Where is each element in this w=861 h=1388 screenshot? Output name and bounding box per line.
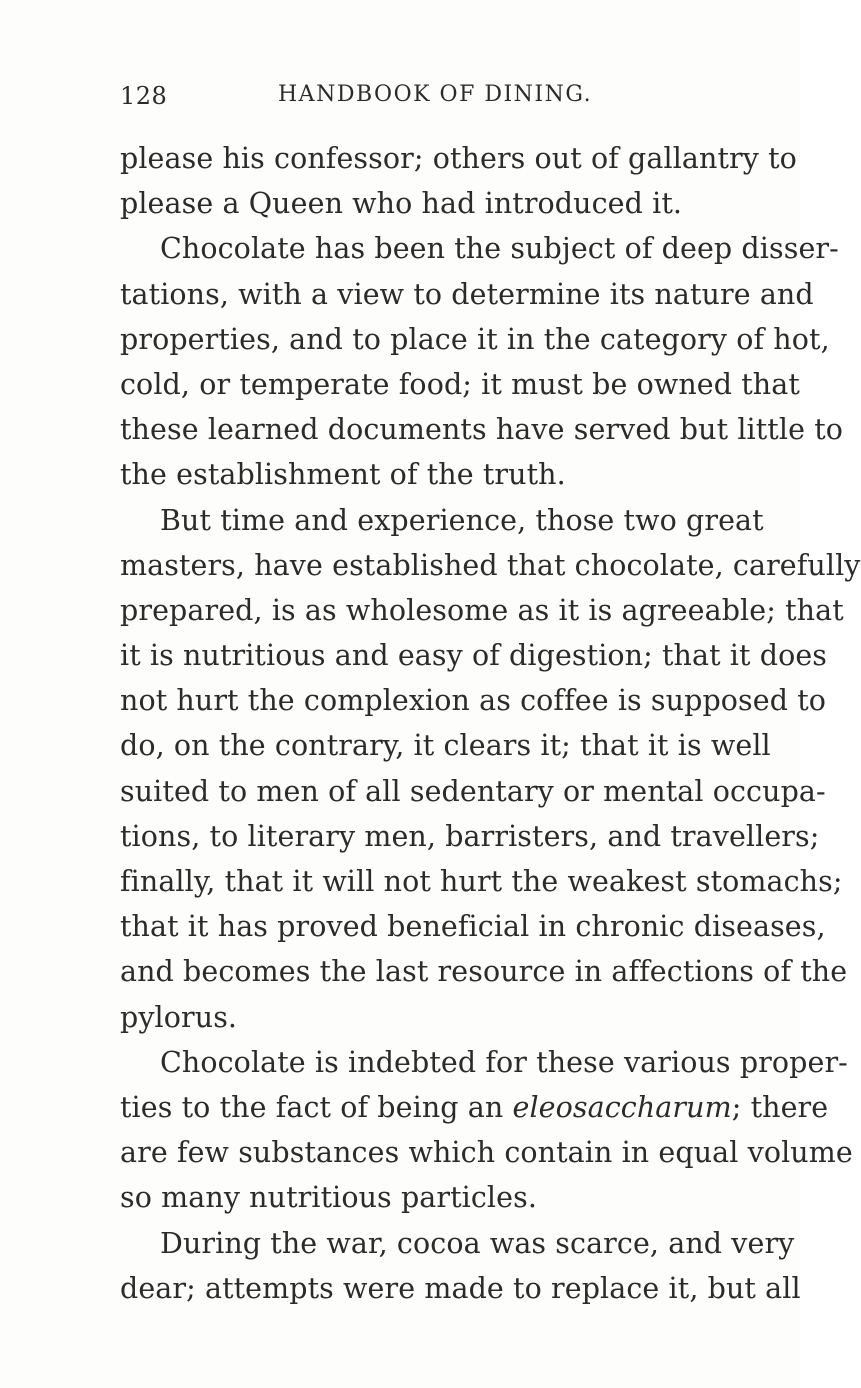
text-line: please his confessor; others out of gallantry to — [120, 142, 797, 175]
paragraph-start-line: Chocolate is indebted for these various proper- — [160, 1045, 848, 1079]
text-line: the establishment of the truth. — [120, 458, 566, 492]
paragraph-start-line: But time and experience, those two great — [160, 503, 764, 537]
running-title: HANDBOOK OF DINING. — [278, 82, 593, 107]
paragraph-start-line: During the war, cocoa was scarce, and very — [160, 1226, 795, 1260]
text-line: suited to men of all sedentary or mental occupa- — [120, 774, 826, 808]
text-line: cold, or temperate food; it must be owned that — [120, 367, 800, 401]
text-line: so many nutritious particles. — [120, 1181, 537, 1215]
text-line: masters, have established that chocolate, carefully — [120, 548, 861, 582]
text-line: are few substances which contain in equal volume — [120, 1136, 853, 1170]
text-line: tions, to literary men, barristers, and travellers; — [120, 819, 820, 853]
text-line: please a Queen who had introduced it. — [120, 187, 683, 221]
text-line: dear; attempts were made to replace it, but all — [120, 1271, 801, 1305]
text-line-with-italic — [120, 1085, 829, 1130]
running-head — [120, 82, 760, 114]
text-line: not hurt the complexion as coffee is supposed to — [120, 684, 827, 718]
text-line: finally, that it will not hurt the weakest stomachs; — [120, 865, 843, 898]
text-line: and becomes the last resource in affections of the — [120, 955, 848, 989]
text-line: that it has proved beneficial in chronic diseases, — [120, 910, 826, 944]
text-line: properties, and to place it in the category of hot, — [120, 322, 830, 356]
text-line: pylorus. — [120, 1000, 238, 1034]
page-number: 128 — [120, 82, 168, 110]
text-segment: ties to the fact of being an — [120, 1090, 513, 1124]
text-line: tations, with a view to determine its nature and — [120, 277, 814, 311]
text-line: prepared, is as wholesome as it is agreeable; that — [120, 593, 844, 627]
text-line: it is nutritious and easy of digestion; that it does — [120, 639, 828, 673]
italic-term: eleosaccharum — [512, 1090, 732, 1124]
body-text — [120, 136, 861, 1311]
text-line: these learned documents have served but little to — [120, 413, 844, 447]
paragraph-start-line: Chocolate has been the subject of deep disser- — [160, 232, 839, 266]
text-line: do, on the contrary, it clears it; that it is well — [120, 729, 771, 763]
text-segment: ; there — [731, 1090, 829, 1124]
